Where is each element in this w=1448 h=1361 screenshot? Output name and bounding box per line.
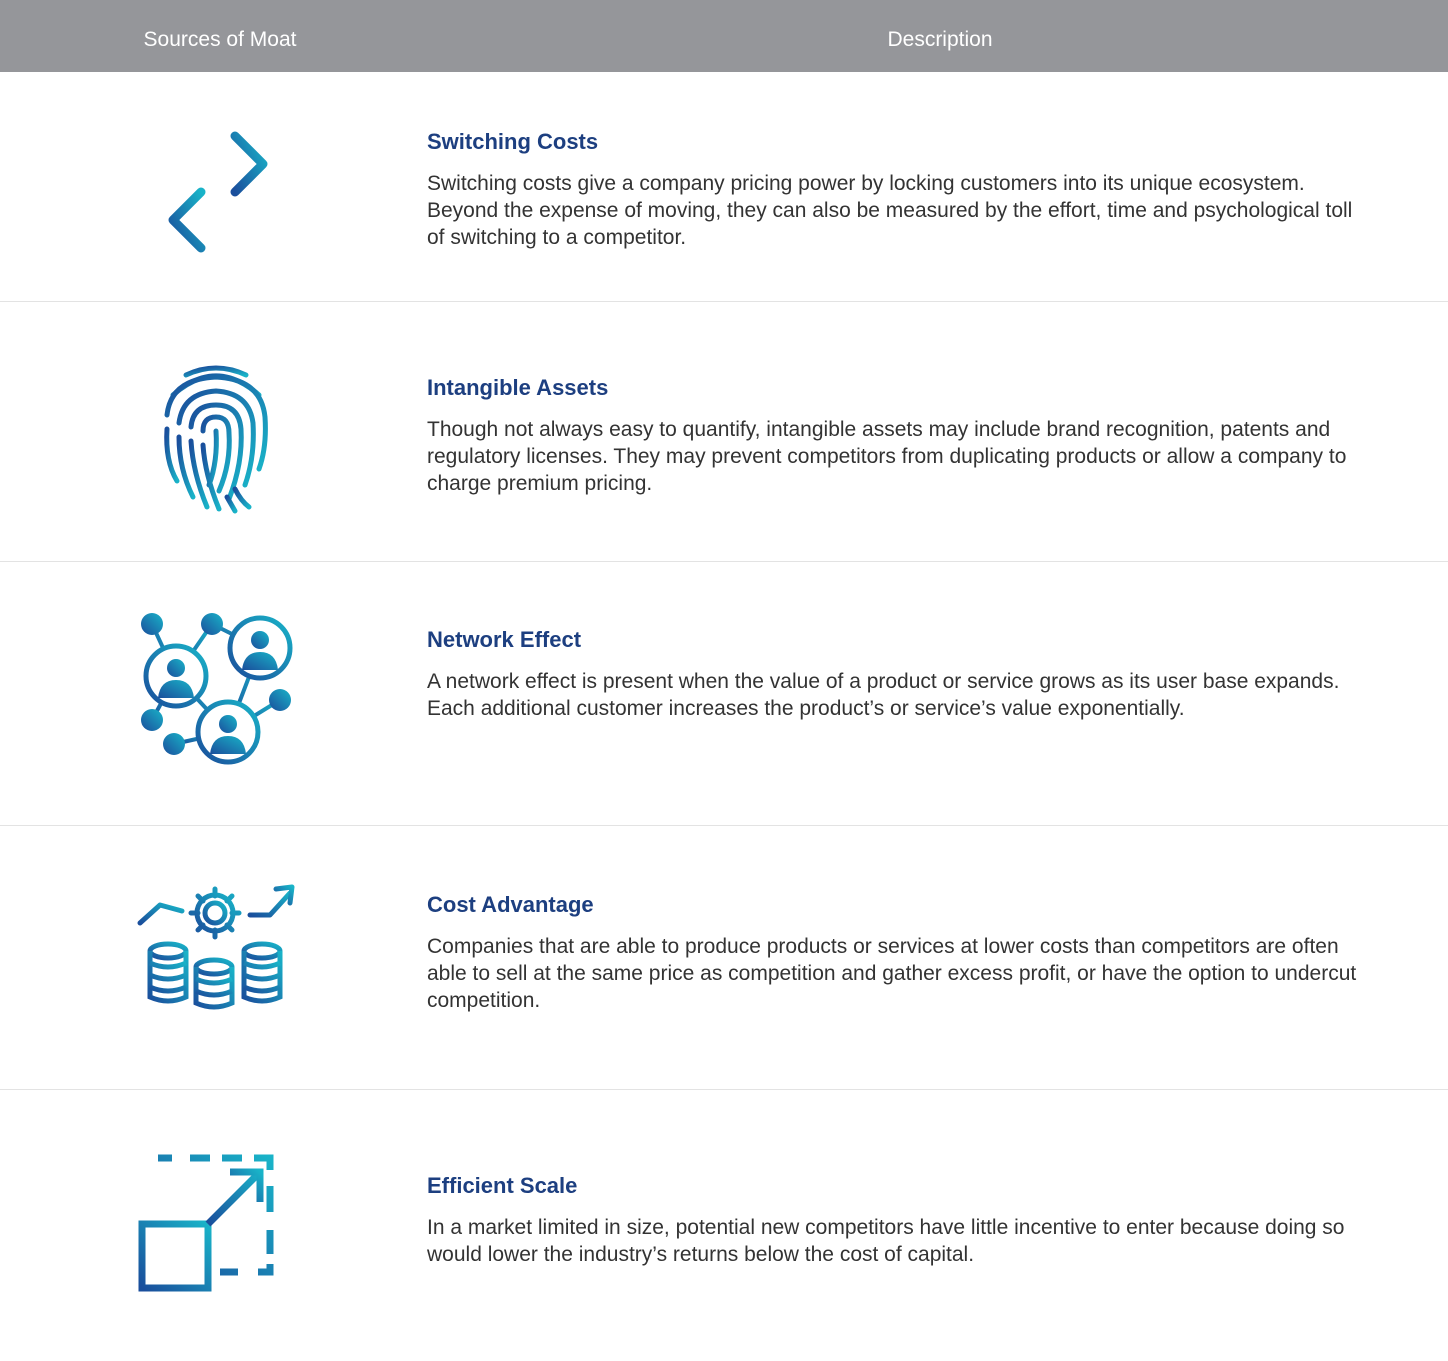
row-title: Intangible Assets (427, 375, 609, 400)
table-row-network-effect (0, 562, 1448, 826)
row-description: A network effect is present when the value of a product or service grows as its user base expands. Each additional customer increases the product’s or service’s value exponentially. (427, 670, 1340, 720)
row-description: Companies that are able to produce products or services at lower costs than competitors are often able to sell at the same price as competition and gather excess profit, or have the option to undercut competition. (427, 935, 1357, 1012)
row-title: Efficient Scale (427, 1173, 578, 1198)
table-header (0, 0, 1448, 72)
coins-gear-icon (130, 871, 300, 1041)
column-header-description: Description (887, 28, 993, 51)
column-header-sources: Sources of Moat (143, 28, 297, 51)
row-title: Network Effect (427, 627, 582, 652)
table-row-efficient-scale (0, 1090, 1448, 1361)
row-title: Switching Costs (427, 129, 599, 154)
row-title: Cost Advantage (427, 892, 594, 917)
scale-expand-icon (130, 1150, 300, 1320)
network-icon (130, 602, 300, 772)
fingerprint-icon (131, 357, 301, 527)
switching-arrows-icon (133, 102, 303, 272)
row-description: Switching costs give a company pricing power by locking customers into its unique ecosystem. Beyond the expense of moving, they can also be measured by the effort, time and psychological toll of switching to a competitor. (427, 172, 1353, 249)
row-description: In a market limited in size, potential new competitors have little incentive to enter because doing so would lower the industry’s returns below the cost of capital. (427, 1216, 1345, 1266)
row-description: Though not always easy to quantify, intangible assets may include brand recognition, patents and regulatory licenses. They may prevent competitors from duplicating products or allow a company to charge premium pricing. (427, 418, 1347, 495)
table-row-cost-advantage (0, 826, 1448, 1090)
table-row-intangible-assets (0, 302, 1448, 562)
table-row-switching-costs (0, 72, 1448, 302)
